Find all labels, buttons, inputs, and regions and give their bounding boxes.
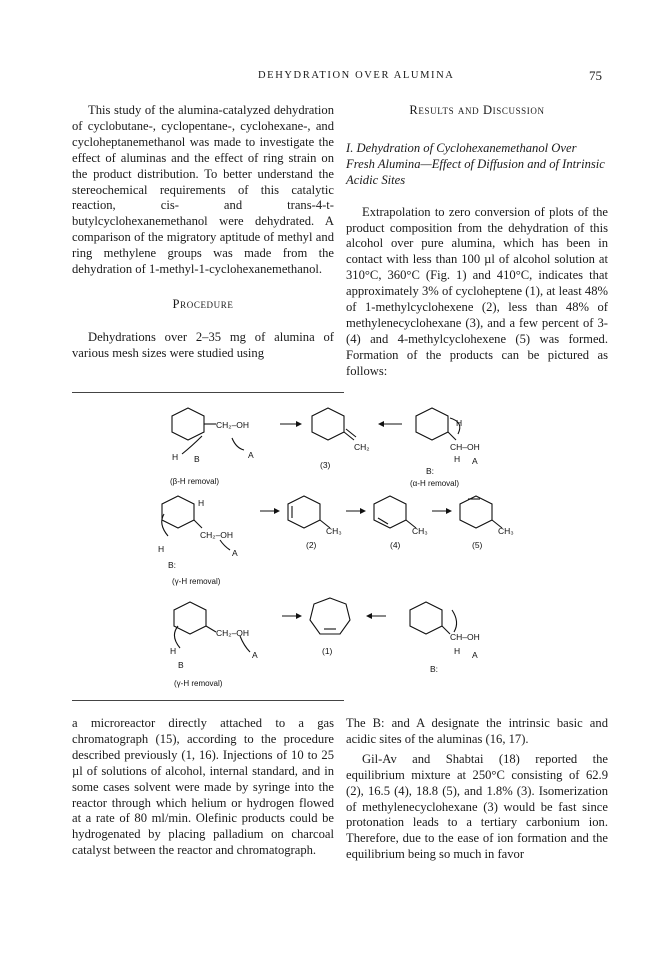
gamma-removal-label-2: (γ-H removal)	[174, 679, 223, 688]
h-label-7: H	[454, 646, 461, 656]
gamma-removal-label-1: (γ-H removal)	[172, 577, 221, 586]
intro-paragraph: This study of the alumina-catalyzed dehydration of cyclobutane-, cyclopentane-, cyclohexane-, and cycloheptanemethanol was made to investigate the effect of aluminas and the effect of ring strain on the product distribution. To better understand the stereochemical requirements of this catalytic reaction, cis- and trans-4-t-butylcyclohexanemethanol were dehydrated. A comparison of the migratory aptitude of methyl and ring methylene groups was made from the dehydration of 1-methyl-1-cyclohexanemethanol.	[72, 103, 334, 277]
gamma-complex-structure-2	[174, 602, 250, 652]
a-label-4: A	[252, 650, 258, 660]
sites-paragraph: The B: and A designate the intrinsic basic and acidic sites of the aluminas (16, 17).	[346, 716, 608, 746]
page-header	[0, 70, 672, 86]
label-2: (2)	[306, 540, 317, 550]
ch-oh-1: CH–OH	[450, 442, 480, 452]
beta-removal-label: (β-H removal)	[170, 477, 220, 486]
right-column-bottom	[346, 716, 608, 863]
right-column-top	[346, 103, 608, 380]
h-label-4: H	[198, 498, 205, 508]
methylenecyclohexane-structure	[312, 408, 356, 440]
cycloheptene-structure	[310, 598, 350, 634]
h-label-1: H	[172, 452, 179, 462]
ch2-label: CH₂	[354, 442, 370, 452]
h-label-6: H	[170, 646, 177, 656]
h-label-3: H	[454, 454, 461, 464]
ring-expansion-structure	[410, 602, 457, 634]
ch3-label-3: CH₃	[498, 526, 514, 536]
equilibrium-paragraph: Gil-Av and Shabtai (18) reported the equilibrium mixture at 250°C consisting of 62.9 (2), 16.5 (4), 18.8 (5), and 1.8% (3). Isomerization of methylenecyclohexane (3) would be fast since protonation leads to a tertiary carbonium ion. Therefore, due to the ease of ion formation and the equilibrium being so much in favor	[346, 751, 608, 862]
procedure-heading: Procedure	[172, 296, 234, 311]
group-ch2oh-2: CH₂–OH	[200, 530, 234, 540]
group-ch2oh-1: CH₂–OH	[216, 420, 250, 430]
4-methylcyclohexene-structure	[460, 496, 502, 528]
3-methylcyclohexene-structure	[374, 496, 416, 528]
scheme-bottom-rule	[72, 700, 344, 701]
label-3: (3)	[320, 460, 331, 470]
alpha-complex-structure	[416, 408, 463, 440]
group-ch2oh-3: CH₂–OH	[216, 628, 250, 638]
base-label-1: B:	[426, 466, 435, 476]
h-label-2: H	[456, 418, 463, 428]
page-number: 75	[589, 68, 602, 83]
cyclohexanemethanol-structure	[172, 408, 244, 454]
gamma-complex-structure-1	[162, 496, 230, 550]
a-label-5: A	[472, 650, 478, 660]
a-label-2: A	[472, 456, 478, 466]
a-label-1: A	[248, 450, 254, 460]
base-label-2: B:	[168, 560, 177, 570]
label-1: (1)	[322, 646, 333, 656]
section-subheading: I. Dehydration of Cyclohexanemethanol Over Fresh Alumina—Effect of Diffusion and of Intrinsic Acidic Sites	[346, 140, 605, 187]
results-paragraph: Extrapolation to zero conversion of plots of the product composition from the dehydration of this alcohol over pure alumina, which has been in contact with less than 100 µl of alcohol solution at 310°C, 360°C (Fig. 1) and 410°C, indicates that approximately 3% of cycloheptene (1), at least 48% of 1-methylcyclohexene (2), less than 48% of methylenecyclohexane (3), and a few percent of 3- (4) and 4-methylcyclohexene (5) was formed. Formation of the products can be pictured as follows:	[346, 204, 608, 378]
base-label-3: B:	[430, 664, 439, 674]
ch3-label-1: CH₃	[326, 526, 342, 536]
b-label-2: B	[178, 660, 184, 670]
running-title: DEHYDRATION OVER ALUMINA	[258, 70, 455, 81]
procedure-paragraph: Dehydrations over 2–35 mg of alumina of various mesh sizes were studied using	[72, 329, 334, 360]
left-column-top	[72, 103, 334, 362]
results-heading: Results and Discussion	[409, 103, 545, 117]
label-5: (5)	[472, 540, 483, 550]
alpha-removal-label: (α-H removal)	[410, 479, 460, 488]
h-label-5: H	[158, 544, 165, 554]
ch-oh-2: CH–OH	[450, 632, 480, 642]
ch3-label-2: CH₃	[412, 526, 428, 536]
scheme-top-rule	[72, 392, 344, 393]
label-4: (4)	[390, 540, 401, 550]
a-label-3: A	[232, 548, 238, 558]
left-column-bottom	[72, 716, 334, 859]
reaction-scheme	[120, 396, 560, 696]
method-paragraph: a microreactor directly attached to a gas chromatograph (15), according to the procedure described previously (1, 16). Injections of 10 to 25 µl of solutions of alcohol, internal standard, and in some cases solvent were made by syringe into the reactor through which helium or hydrogen flowed at a rate of 80 ml/min. Olefinic products could be hydrogenated by placing palladium on charcoal catalyst between the reactor and chromatograph.	[72, 716, 334, 858]
b-label-1: B	[194, 454, 200, 464]
methylcyclohexene-structure	[288, 496, 330, 528]
